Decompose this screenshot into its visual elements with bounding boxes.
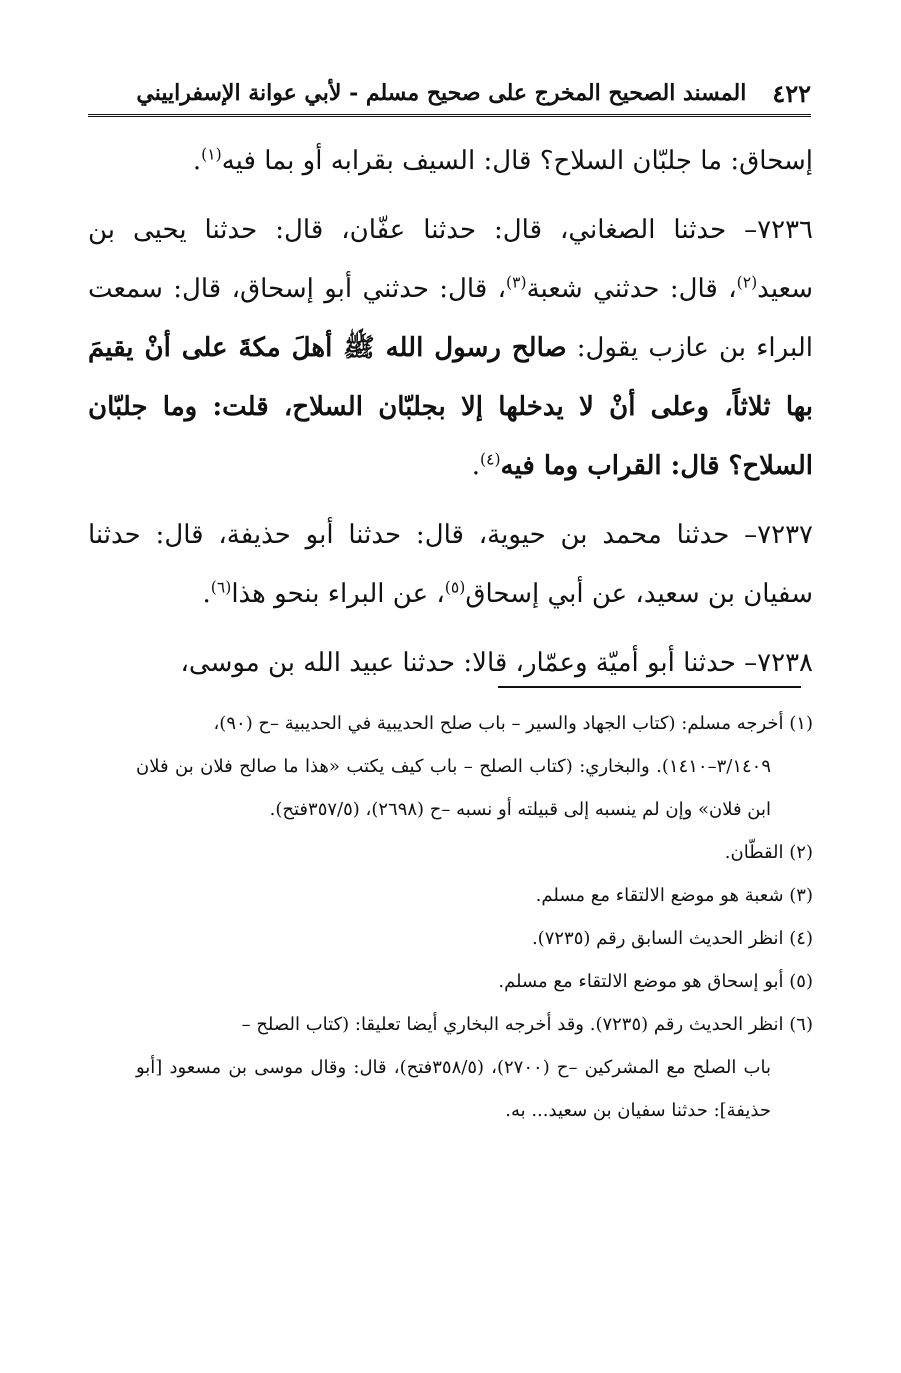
footnote-text: (٣) شعبة هو موضع الالتقاء مع مسلم.: [535, 885, 813, 906]
text-run: ، قال: حدثني شعبة: [526, 274, 737, 304]
footnote-6-continued: [136, 1046, 813, 1132]
hadith-7236: [88, 201, 813, 496]
hadith-matn: صالح رسول الله ﷺ أهلَ مكةَ على أنْ يقيمَ بها ثلاثاً، وعلى أنْ لا يدخلها إلا بجلبّان السلاح، قلت: وما جلبّان السلاح؟ قال: القراب وما فيه: [88, 333, 813, 481]
page-number: ٤٢٢: [772, 78, 811, 108]
footnote-separator: [498, 686, 801, 688]
footnote-ref: (١): [201, 145, 222, 164]
text-run: ٧٢٣٧– حدثنا محمد بن حيوية، قال: حدثنا أبو حذيفة، قال: حدثنا سفيان بن سعيد، عن أبي إسحاق: [88, 520, 813, 609]
footnote-4: [136, 917, 813, 960]
footnote-text: (٦) انظر الحديث رقم (٧٢٣٥). وقد أخرجه البخاري أيضا تعليقا: (كتاب الصلح –: [241, 1014, 813, 1035]
text-run: ، قال: حدثني أبو إسحاق، قال: سمعت البراء بن عازب يقول:: [88, 274, 813, 363]
text-run: إسحاق: ما جلبّان السلاح؟ قال: السيف بقرابه أو بما فيه: [221, 146, 813, 176]
footnote-ref: (٤): [479, 450, 501, 469]
running-header: [88, 72, 811, 117]
hadith-7238: [88, 634, 813, 693]
footnote-text: (٤) انظر الحديث السابق رقم (٧٢٣٥).: [531, 928, 813, 949]
footnote-5: [136, 960, 813, 1003]
footnote-ref: (٣): [506, 273, 527, 292]
footnote-text: باب الصلح مع المشركين –ح (٢٧٠٠)، (٣٥٨/٥فتح)، قال: وقال موسى بن مسعود [أبو حذيفة]: حدثنا سفيان بن سعيد... به.: [136, 1057, 771, 1121]
footnote-text: (٥) أبو إسحاق هو موضع الالتقاء مع مسلم.: [498, 971, 813, 992]
footnote-2: [136, 831, 813, 874]
footnote-ref: (٦): [210, 578, 232, 597]
text-run: ٧٢٣٦– حدثنا الصغاني، قال: حدثنا عفّان، قال: حدثنا يحيى بن سعيد: [88, 215, 813, 304]
punctuation: .: [471, 451, 480, 481]
footnote-1: [136, 702, 813, 745]
punctuation: .: [192, 146, 202, 176]
text-run: ٧٢٣٨– حدثنا أبو أميّة وعمّار، قالا: حدثنا عبيد الله بن موسى،: [180, 648, 813, 678]
hadith-7237: [88, 506, 813, 624]
footnote-6: [136, 1003, 813, 1046]
main-text: [88, 132, 813, 703]
footnote-ref: (٥): [444, 578, 466, 597]
footnote-1-continued: [136, 745, 813, 831]
footnote-text: (١) أخرجه مسلم: (كتاب الجهاد والسير – باب صلح الحديبية في الحديبية –ح (٩٠)،: [213, 713, 813, 734]
footnotes: [136, 702, 813, 1132]
footnote-3: [136, 874, 813, 917]
footnote-text: (٢) القطّان.: [724, 842, 813, 863]
footnote-text: ٣/١٤٠٩–١٤١٠). والبخاري: (كتاب الصلح – باب كيف يكتب «هذا ما صالح فلان بن فلان ابن فلان» وإن لم ينسبه إلى قبيلته أو نسبه –ح (٢٦٩٨)، (٣٥٧/٥فتح).: [136, 756, 771, 820]
running-title: المسند الصحيح المخرج على صحيح مسلم - لأبي عوانة الإسفراييني: [136, 80, 747, 106]
text-run: ، عن البراء بنحو هذا: [231, 579, 445, 609]
punctuation: .: [202, 579, 211, 609]
footnote-ref: (٢): [736, 273, 758, 292]
paragraph-continuation: [88, 132, 813, 191]
